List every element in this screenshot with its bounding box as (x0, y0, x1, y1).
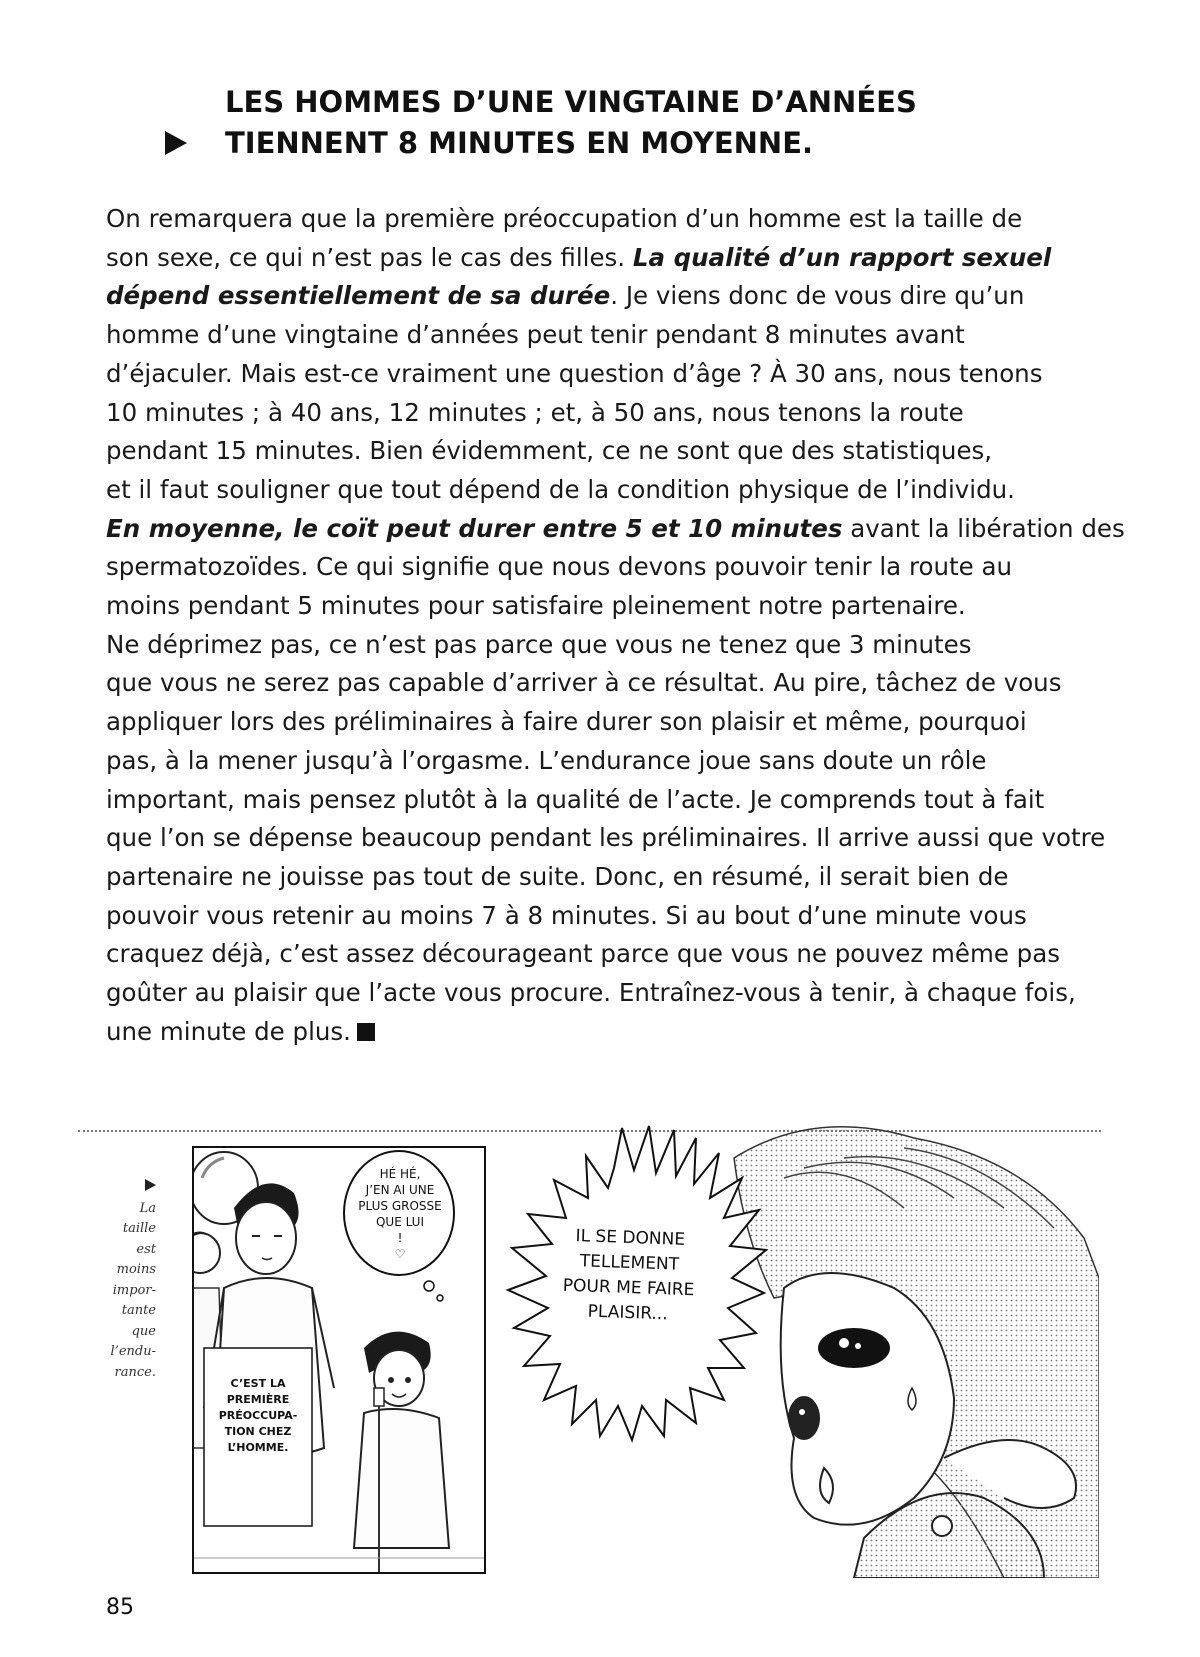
body-line: pas, à la mener jusqu’à l’orgasme. L’endurance joue sans doute un rôle (106, 745, 987, 775)
heading-line-2 (165, 123, 1065, 164)
caption-line: l’endu- (110, 1344, 156, 1359)
body-line: On remarquera que la première préoccupation d’un homme est la taille de (106, 204, 1023, 233)
box-line: PRÉOCCUPA- (218, 1409, 298, 1422)
body-line: que vous ne serez pas capable d’arriver à ce résultat. Au pire, tâchez de vous (106, 668, 1062, 698)
page-number: 85 (106, 1595, 134, 1620)
emphasis-text: La qualité d’un rapport sexuel (632, 242, 1052, 272)
emphasis-text: dépend essentiellement de sa durée (106, 281, 611, 311)
caption-line: moins (116, 1262, 156, 1277)
body-line: 10 minutes ; à 40 ans, 12 minutes ; et, à 50 ans, nous tenons la route (106, 397, 964, 427)
body-line: homme d’une vingtaine d’années peut tenir pendant 8 minutes avant (106, 320, 965, 350)
body-line: pouvoir vous retenir au moins 7 à 8 minutes. Si au bout d’une minute vous (106, 900, 1027, 930)
body-text-segment: avant la libération des (842, 513, 1125, 543)
box-line: TION CHEZ (224, 1425, 292, 1438)
burst-line: POUR ME FAIRE (562, 1275, 695, 1301)
heading-line-2-text: TIENNENT 8 MINUTES EN MOYENNE. (225, 126, 814, 160)
box-line: C’EST LA (230, 1377, 286, 1390)
body-line: partenaire ne jouisse pas tout de suite. Donc, en résumé, il serait bien de (106, 861, 1009, 891)
heading-line-1: LES HOMMES D’UNE VINGTAINE D’ANNÉES (225, 85, 917, 119)
body-line: que l’on se dépense beaucoup pendant les préliminaires. Il arrive aussi que votre (106, 823, 1106, 853)
caption-line: est (136, 1241, 156, 1257)
end-mark-icon (357, 1023, 375, 1041)
bubble-line: ! (397, 1231, 403, 1245)
heading-arrow-icon (165, 131, 187, 155)
section-heading (165, 82, 1065, 164)
body-text-segment: son sexe, ce qui n’est pas le cas des filles. (106, 242, 633, 272)
comic-panel-right (484, 1118, 1099, 1578)
body-line: Ne déprimez pas, ce n’est pas parce que vous ne tenez que 3 minutes (106, 629, 972, 659)
body-line (106, 510, 1125, 549)
caption-line: rance. (114, 1364, 156, 1380)
thought-burst-right (532, 1223, 725, 1330)
body-line: appliquer lors des préliminaires à faire durer son plaisir et même, pourquoi (106, 707, 1027, 737)
speech-bubble-left (354, 1166, 446, 1262)
comic-panel-left (192, 1146, 486, 1574)
burst-line: IL SE DONNE (575, 1226, 686, 1250)
emphasis-text: En moyenne, le coït peut durer entre 5 et 10 minutes (106, 513, 843, 543)
body-line: et il faut souligner que tout dépend de la condition physique de l’individu. (106, 474, 1015, 504)
narration-box-left (208, 1376, 308, 1456)
body-line (106, 1013, 1116, 1052)
body-line: important, mais pensez plutôt à la qualité de l’acte. Je comprends tout à fait (106, 784, 1045, 814)
burst-line: PLAISIR... (587, 1301, 669, 1325)
illustration-caption (88, 1178, 156, 1383)
burst-line: TELLEMENT (579, 1251, 680, 1275)
caption-line: tante (121, 1303, 156, 1318)
box-line: L’HOMME. (227, 1441, 289, 1454)
body-line: craquez déjà, c’est assez décourageant parce que vous ne pouvez même pas (106, 939, 1061, 969)
body-text-segment: . Je viens donc de vous dire qu’un (610, 281, 1025, 311)
body-paragraph (106, 200, 1125, 1051)
box-line: PREMIÈRE (226, 1393, 290, 1406)
body-line (106, 277, 1116, 316)
bubble-line: HÉ HÉ, (379, 1167, 421, 1181)
comic-illustration-right (484, 1118, 1099, 1578)
bubble-line: QUE LUI (375, 1215, 425, 1229)
caption-line: taille (122, 1221, 156, 1236)
body-line (106, 239, 1116, 278)
body-line: spermatozoïdes. Ce qui signifie que nous devons pouvoir tenir la route au (106, 552, 1013, 582)
bubble-line: PLUS GROSSE (358, 1199, 442, 1213)
body-line: pendant 15 minutes. Bien évidemment, ce ne sont que des statistiques, (106, 436, 993, 466)
caption-arrow-icon (145, 1179, 156, 1191)
body-line: d’éjaculer. Mais est-ce vraiment une question d’âge ? À 30 ans, nous tenons (106, 358, 1043, 388)
body-line: moins pendant 5 minutes pour satisfaire pleinement notre partenaire. (106, 591, 966, 621)
caption-line: La (139, 1200, 156, 1216)
body-text-segment: une minute de plus. (106, 1016, 351, 1046)
caption-line: impor- (112, 1282, 156, 1298)
body-line: goûter au plaisir que l’acte vous procure. Entraînez-vous à tenir, à chaque fois, (106, 978, 1076, 1008)
bubble-line: J’EN AI UNE (365, 1183, 435, 1197)
caption-line: que (131, 1323, 156, 1339)
heart-icon: ♡ (394, 1247, 406, 1261)
